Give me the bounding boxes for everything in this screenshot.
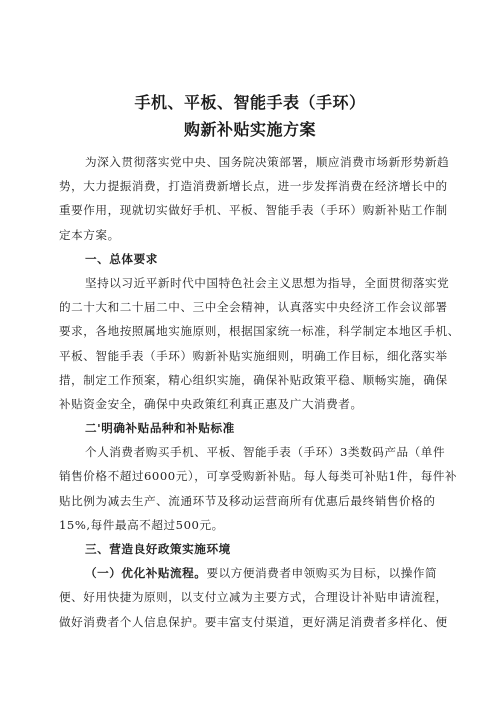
section1-line: 措，制定工作预案，精心组织实施，确保补贴政策平稳、顺畅实施，确保 (59, 372, 448, 387)
section1-line: 坚持以习近平新时代中国特色社会主义思想为指导，全面贯彻落实党 (85, 275, 450, 290)
intro-line: 重要作用，现就切实做好手机、平板、智能手表（手环）购新补贴工作制 (59, 203, 448, 218)
section1-line: 要求，各地按照属地实施原则，根据国家统一标准，科学制定本地区手机、 (59, 324, 460, 339)
intro-line: 势，大力提振消费，打造消费新增长点，进一步发挥消费在经济增长中的 (59, 179, 448, 194)
section3-subheading: （一）优化补贴流程。 (85, 566, 207, 581)
section2-line: 个人消费者购买手机、平板、智能手表（手环）3类数码产品（单件 (85, 445, 446, 460)
section2-line: 销售价格不超过6000元），可享受购新补贴。每人每类可补贴1件，每件补 (59, 469, 458, 484)
document-title-line2: 购新补贴实施方案 (183, 120, 316, 139)
intro-line: 为深入贯彻落实党中央、国务院决策部署，顺应消费市场新形势新趋 (85, 155, 450, 169)
section2-heading: 二'明确补贴品种和补贴标准 (85, 421, 235, 436)
section1-line: 平板、智能手表（手环）购新补贴实施细则，明确工作目标，细化落实举 (59, 348, 448, 363)
document-title-line1: 手机、平板、智能手表（手环） (134, 93, 366, 112)
document-body (59, 150, 460, 634)
section3-heading: 三、营造良好政策实施环境 (85, 542, 231, 556)
section2-line: 15%,每件最高不超过500元。 (59, 517, 224, 532)
section3-line: 做好消费者个人信息保护。要丰富支付渠道，更好满足消费者多样化、便 (59, 614, 448, 629)
section3-text: 要以方便消费者申领购买为目标，以操作简 (206, 566, 438, 581)
section3-line: 便、好用快捷为原则，以支付立减为主要方式，合理设计补贴申请流程， (59, 590, 448, 605)
section1-line: 的二十大和二十届二中、三中全会精神，认真落实中央经济工作会议部署 (59, 300, 448, 315)
section3-line (59, 561, 442, 585)
section2-line: 贴比例为减去生产、流通环节及移动运营商所有优惠后最终销售价格的 (59, 493, 436, 508)
section1-line: 补贴资金安全，确保中央政策红利真正惠及广大消费者。 (59, 396, 363, 411)
intro-line: 定本方案。 (59, 227, 120, 242)
section1-heading: 一、总体要求 (85, 251, 158, 266)
